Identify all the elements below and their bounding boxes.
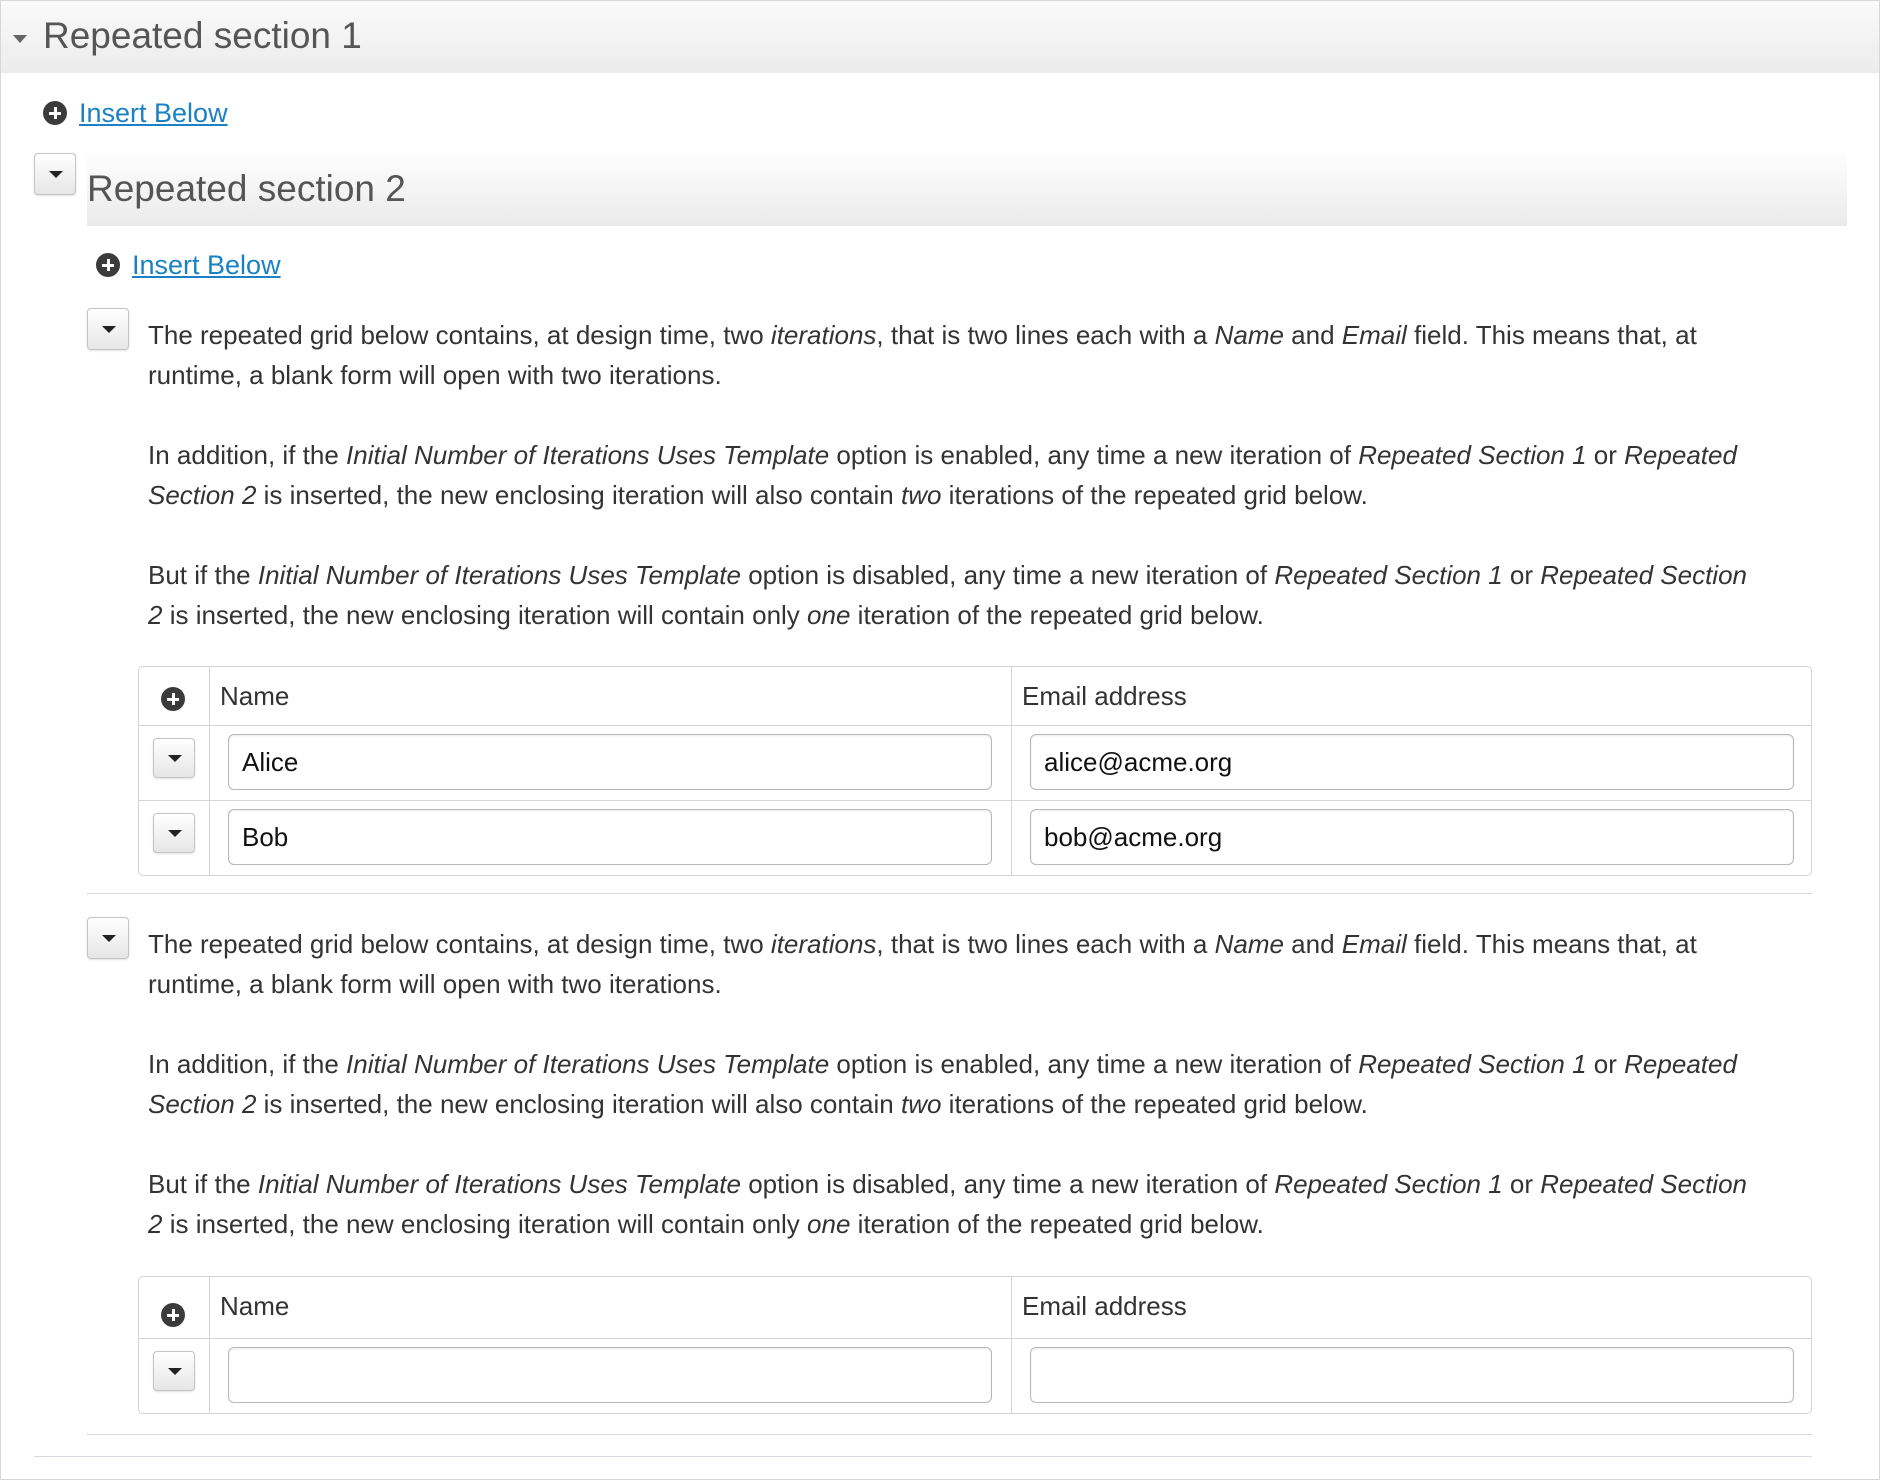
text-run: field. This means that, at runtime, a blank form will open with two iterations. <box>148 320 1697 390</box>
text-run: iteration of the repeated grid below. <box>850 1209 1264 1239</box>
row-menu-button[interactable] <box>153 738 195 778</box>
text-run: option is enabled, any time a new iteration of <box>829 440 1359 470</box>
text-run: , that is two lines each with a <box>876 320 1215 350</box>
emphasized-text: iterations <box>770 320 877 350</box>
chevron-down-icon <box>168 755 182 762</box>
text-run: is inserted, the new enclosing iteration will also contain <box>256 480 901 510</box>
text-run: option is disabled, any time a new iteration of <box>741 560 1275 590</box>
emphasized-text: Name <box>1214 320 1284 350</box>
table-row <box>139 801 1811 875</box>
grid-header-row <box>139 667 1811 726</box>
plus-circle-icon[interactable] <box>43 101 67 125</box>
section-2-insert-row <box>96 245 281 285</box>
emphasized-text: Email <box>1341 929 1407 959</box>
section-1-header[interactable] <box>1 1 1879 73</box>
repeated-grid-2 <box>138 1276 1812 1414</box>
text-run: The repeated grid below contains, at design time, two <box>148 320 771 350</box>
table-row <box>139 1339 1811 1413</box>
column-divider <box>1011 667 1012 725</box>
chevron-down-icon <box>102 326 116 333</box>
emphasized-text: Repeated Section 2 <box>148 1169 1747 1239</box>
column-divider <box>209 801 210 875</box>
text-run: or <box>1502 560 1541 590</box>
block-2-paragraph-3 <box>148 1164 1768 1244</box>
chevron-down-icon <box>168 1368 182 1375</box>
text-run: option is enabled, any time a new iteration of <box>829 1049 1359 1079</box>
section-1-title: Repeated section 1 <box>43 15 362 56</box>
text-run: or <box>1586 440 1625 470</box>
text-run: In addition, if the <box>148 440 347 470</box>
text-run: is inserted, the new enclosing iteration will contain only <box>162 1209 808 1239</box>
text-run: or <box>1586 1049 1625 1079</box>
column-divider <box>209 1339 210 1413</box>
emphasized-text: Initial Number of Iterations Uses Template <box>346 440 830 470</box>
emphasized-text: Initial Number of Iterations Uses Template <box>257 560 741 590</box>
block-2-paragraph-2 <box>148 1044 1768 1124</box>
emphasized-text: Repeated Section 1 <box>1274 1169 1503 1199</box>
emphasized-text: one <box>807 600 851 630</box>
plus-circle-icon[interactable] <box>96 253 120 277</box>
section-1-insert-below-link[interactable]: Insert Below <box>79 97 228 128</box>
column-divider <box>209 1277 210 1338</box>
text-run: But if the <box>148 560 258 590</box>
text-run: But if the <box>148 1169 258 1199</box>
section-2-header <box>87 150 1847 226</box>
column-header-email: Email address <box>1022 1291 1187 1321</box>
chevron-down-icon <box>49 171 63 178</box>
grid-header-row <box>139 1277 1811 1339</box>
column-header-name: Name <box>220 1291 290 1321</box>
text-run: is inserted, the new enclosing iteration will also contain <box>256 1089 901 1119</box>
text-run: or <box>1502 1169 1541 1199</box>
emphasized-text: two <box>900 1089 942 1119</box>
column-divider <box>1011 726 1012 800</box>
text-run: The repeated grid below contains, at design time, two <box>148 929 771 959</box>
text-run: option is disabled, any time a new iteration of <box>741 1169 1275 1199</box>
chevron-down-icon <box>168 830 182 837</box>
email-input[interactable] <box>1030 734 1794 790</box>
block-2-description <box>148 924 1768 1244</box>
section-2-insert-below-link[interactable]: Insert Below <box>132 249 281 280</box>
emphasized-text: Repeated Section 1 <box>1358 440 1587 470</box>
text-run: is inserted, the new enclosing iteration will contain only <box>162 600 808 630</box>
emphasized-text: Name <box>1214 929 1284 959</box>
repeated-grid-1 <box>138 666 1812 876</box>
email-input[interactable] <box>1030 1347 1794 1403</box>
block-1-paragraph-1 <box>148 315 1768 395</box>
grid-add-row-plus-icon[interactable] <box>161 687 185 711</box>
text-run: iteration of the repeated grid below. <box>850 600 1264 630</box>
divider <box>87 893 1812 894</box>
text-run: , that is two lines each with a <box>876 929 1215 959</box>
name-input[interactable] <box>228 734 992 790</box>
section-2-title: Repeated section 2 <box>87 168 406 209</box>
text-run: field. This means that, at runtime, a blank form will open with two iterations. <box>148 929 1697 999</box>
text-run: and <box>1283 929 1342 959</box>
emphasized-text: Repeated Section 2 <box>148 1049 1737 1119</box>
emphasized-text: Repeated Section 1 <box>1274 560 1503 590</box>
chevron-down-icon <box>102 935 116 942</box>
emphasized-text: iterations <box>770 929 877 959</box>
section-2-menu-button[interactable] <box>34 153 76 195</box>
email-input[interactable] <box>1030 809 1794 865</box>
block-1-menu-button[interactable] <box>87 308 129 350</box>
section-1-collapse-caret-icon[interactable] <box>13 35 27 43</box>
emphasized-text: Repeated Section 2 <box>148 560 1747 630</box>
column-header-email: Email address <box>1022 681 1187 711</box>
column-header-name: Name <box>220 681 290 711</box>
emphasized-text: Email <box>1341 320 1407 350</box>
emphasized-text: Repeated Section 1 <box>1358 1049 1587 1079</box>
emphasized-text: Initial Number of Iterations Uses Template <box>257 1169 741 1199</box>
block-1-paragraph-2 <box>148 435 1768 515</box>
emphasized-text: one <box>807 1209 851 1239</box>
text-run: and <box>1283 320 1342 350</box>
block-2-paragraph-1 <box>148 924 1768 1004</box>
section-bottom-divider <box>34 1456 1812 1457</box>
column-divider <box>209 667 210 725</box>
emphasized-text: Repeated Section 2 <box>148 440 1737 510</box>
name-input[interactable] <box>228 1347 992 1403</box>
block-1-description <box>148 315 1768 635</box>
emphasized-text: Initial Number of Iterations Uses Template <box>346 1049 830 1079</box>
column-divider <box>1011 1339 1012 1413</box>
text-run: In addition, if the <box>148 1049 347 1079</box>
column-divider <box>1011 1277 1012 1338</box>
row-menu-button[interactable] <box>153 1351 195 1391</box>
name-input[interactable] <box>228 809 992 865</box>
emphasized-text: two <box>900 480 942 510</box>
row-menu-button[interactable] <box>153 813 195 853</box>
block-2-menu-button[interactable] <box>87 917 129 959</box>
column-divider <box>209 726 210 800</box>
grid-add-row-plus-icon[interactable] <box>161 1303 185 1327</box>
text-run: iterations of the repeated grid below. <box>941 480 1368 510</box>
table-row <box>139 726 1811 801</box>
divider <box>87 1434 1812 1435</box>
block-1-paragraph-3 <box>148 555 1768 635</box>
text-run: iterations of the repeated grid below. <box>941 1089 1368 1119</box>
section-1-insert-row <box>43 93 228 133</box>
column-divider <box>1011 801 1012 875</box>
